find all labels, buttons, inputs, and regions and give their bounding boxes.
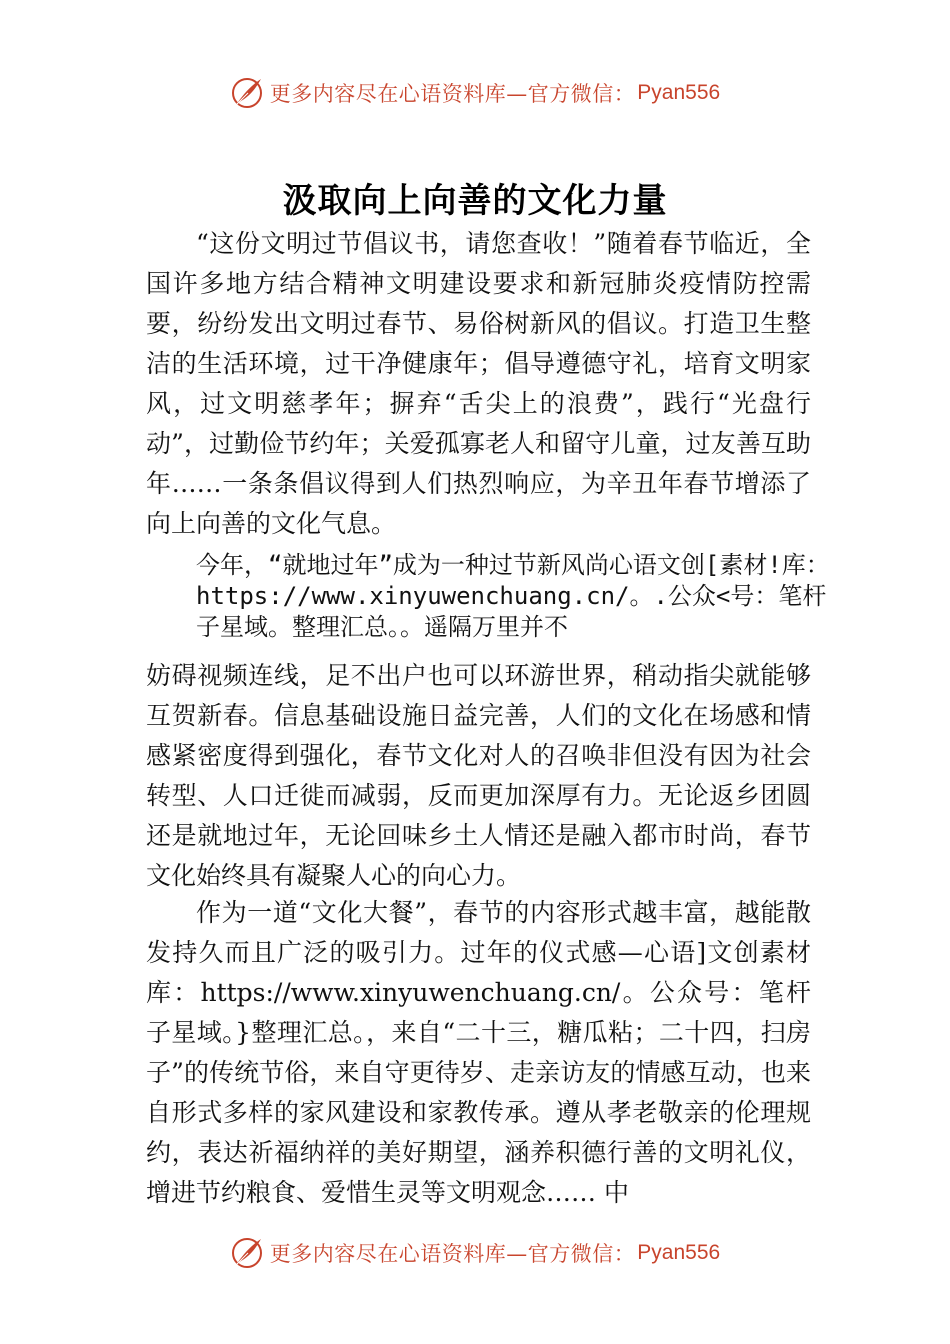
document-title: 汲取向上向善的文化力量 <box>282 180 668 221</box>
watermark-handle: Pyan556 <box>637 1241 721 1264</box>
header-watermark <box>0 73 950 113</box>
paragraph-1: “这份文明过节倡议书，请您查收！”随着春节临近，全国许多地方结合精神文明建设要求和新冠肺炎疫情防控需要，纷纷发出文明过春节、易俗树新风的倡议。打造卫生整洁的生活环境，过干净健康年；倡导遵德守礼，培育文明家风，过文明慈孝年；摒弃“舌尖上的浪费”，践行“光盘行动”，过勤俭节约年；关爱孤寡老人和留守儿童，过友善互助年……一条条倡议得到人们热烈响应，为辛丑年春节增添了向上向善的文化气息。 <box>146 229 811 538</box>
feather-pen-logo-icon <box>230 1236 264 1270</box>
footer-watermark <box>0 1233 950 1273</box>
paragraph-3: 作为一道“文化大餐”，春节的内容形式越丰富，越能散发持久而且广泛的吸引力。过年的仪式感—心语]文创素材库：https://www.xinyuwenchuang.cn/。公众号：笔杆子星域。}整理汇总。，来自“二十三，糖瓜粘；二十四，扫房子”的传统节俗，来自守更待岁、走亲访友的情感互动，也来自形式多样的家风建设和家教传承。遵从孝老敬亲的伦理规约，表达祈福纳祥的美好期望，涵养积德行善的文明礼仪，增进节约粮食、爱惜生灵等文明观念…… 中 <box>146 898 811 1207</box>
watermark-handle: Pyan556 <box>637 81 721 104</box>
watermark-text: 更多内容尽在心语资料库—官方微信： <box>269 82 636 106</box>
paragraph-2-body: 妨碍视频连线，足不出户也可以环游世界，稍动指尖就能够互贺新春。信息基础设施日益完善，人们的文化在场感和情感紧密度得到强化，春节文化对人的召唤非但没有因为社会转型、人口迁徙而减弱，反而更加深厚有力。无论返乡团圆还是就地过年，无论回味乡土人情还是融入都市时尚，春节文化始终具有凝聚人心的向心力。 <box>146 661 811 890</box>
watermark-text: 更多内容尽在心语资料库—官方微信： <box>269 1242 636 1266</box>
feather-pen-logo-icon <box>230 76 264 110</box>
paragraph-2-inserted-text: 今年，“就地过年”成为一种过节新风尚心语文创[素材!库：https://www.xinyuwenchuang.cn/。.公众<号：笔杆子星域。整理汇总。。遥隔万里并不 <box>196 551 830 641</box>
